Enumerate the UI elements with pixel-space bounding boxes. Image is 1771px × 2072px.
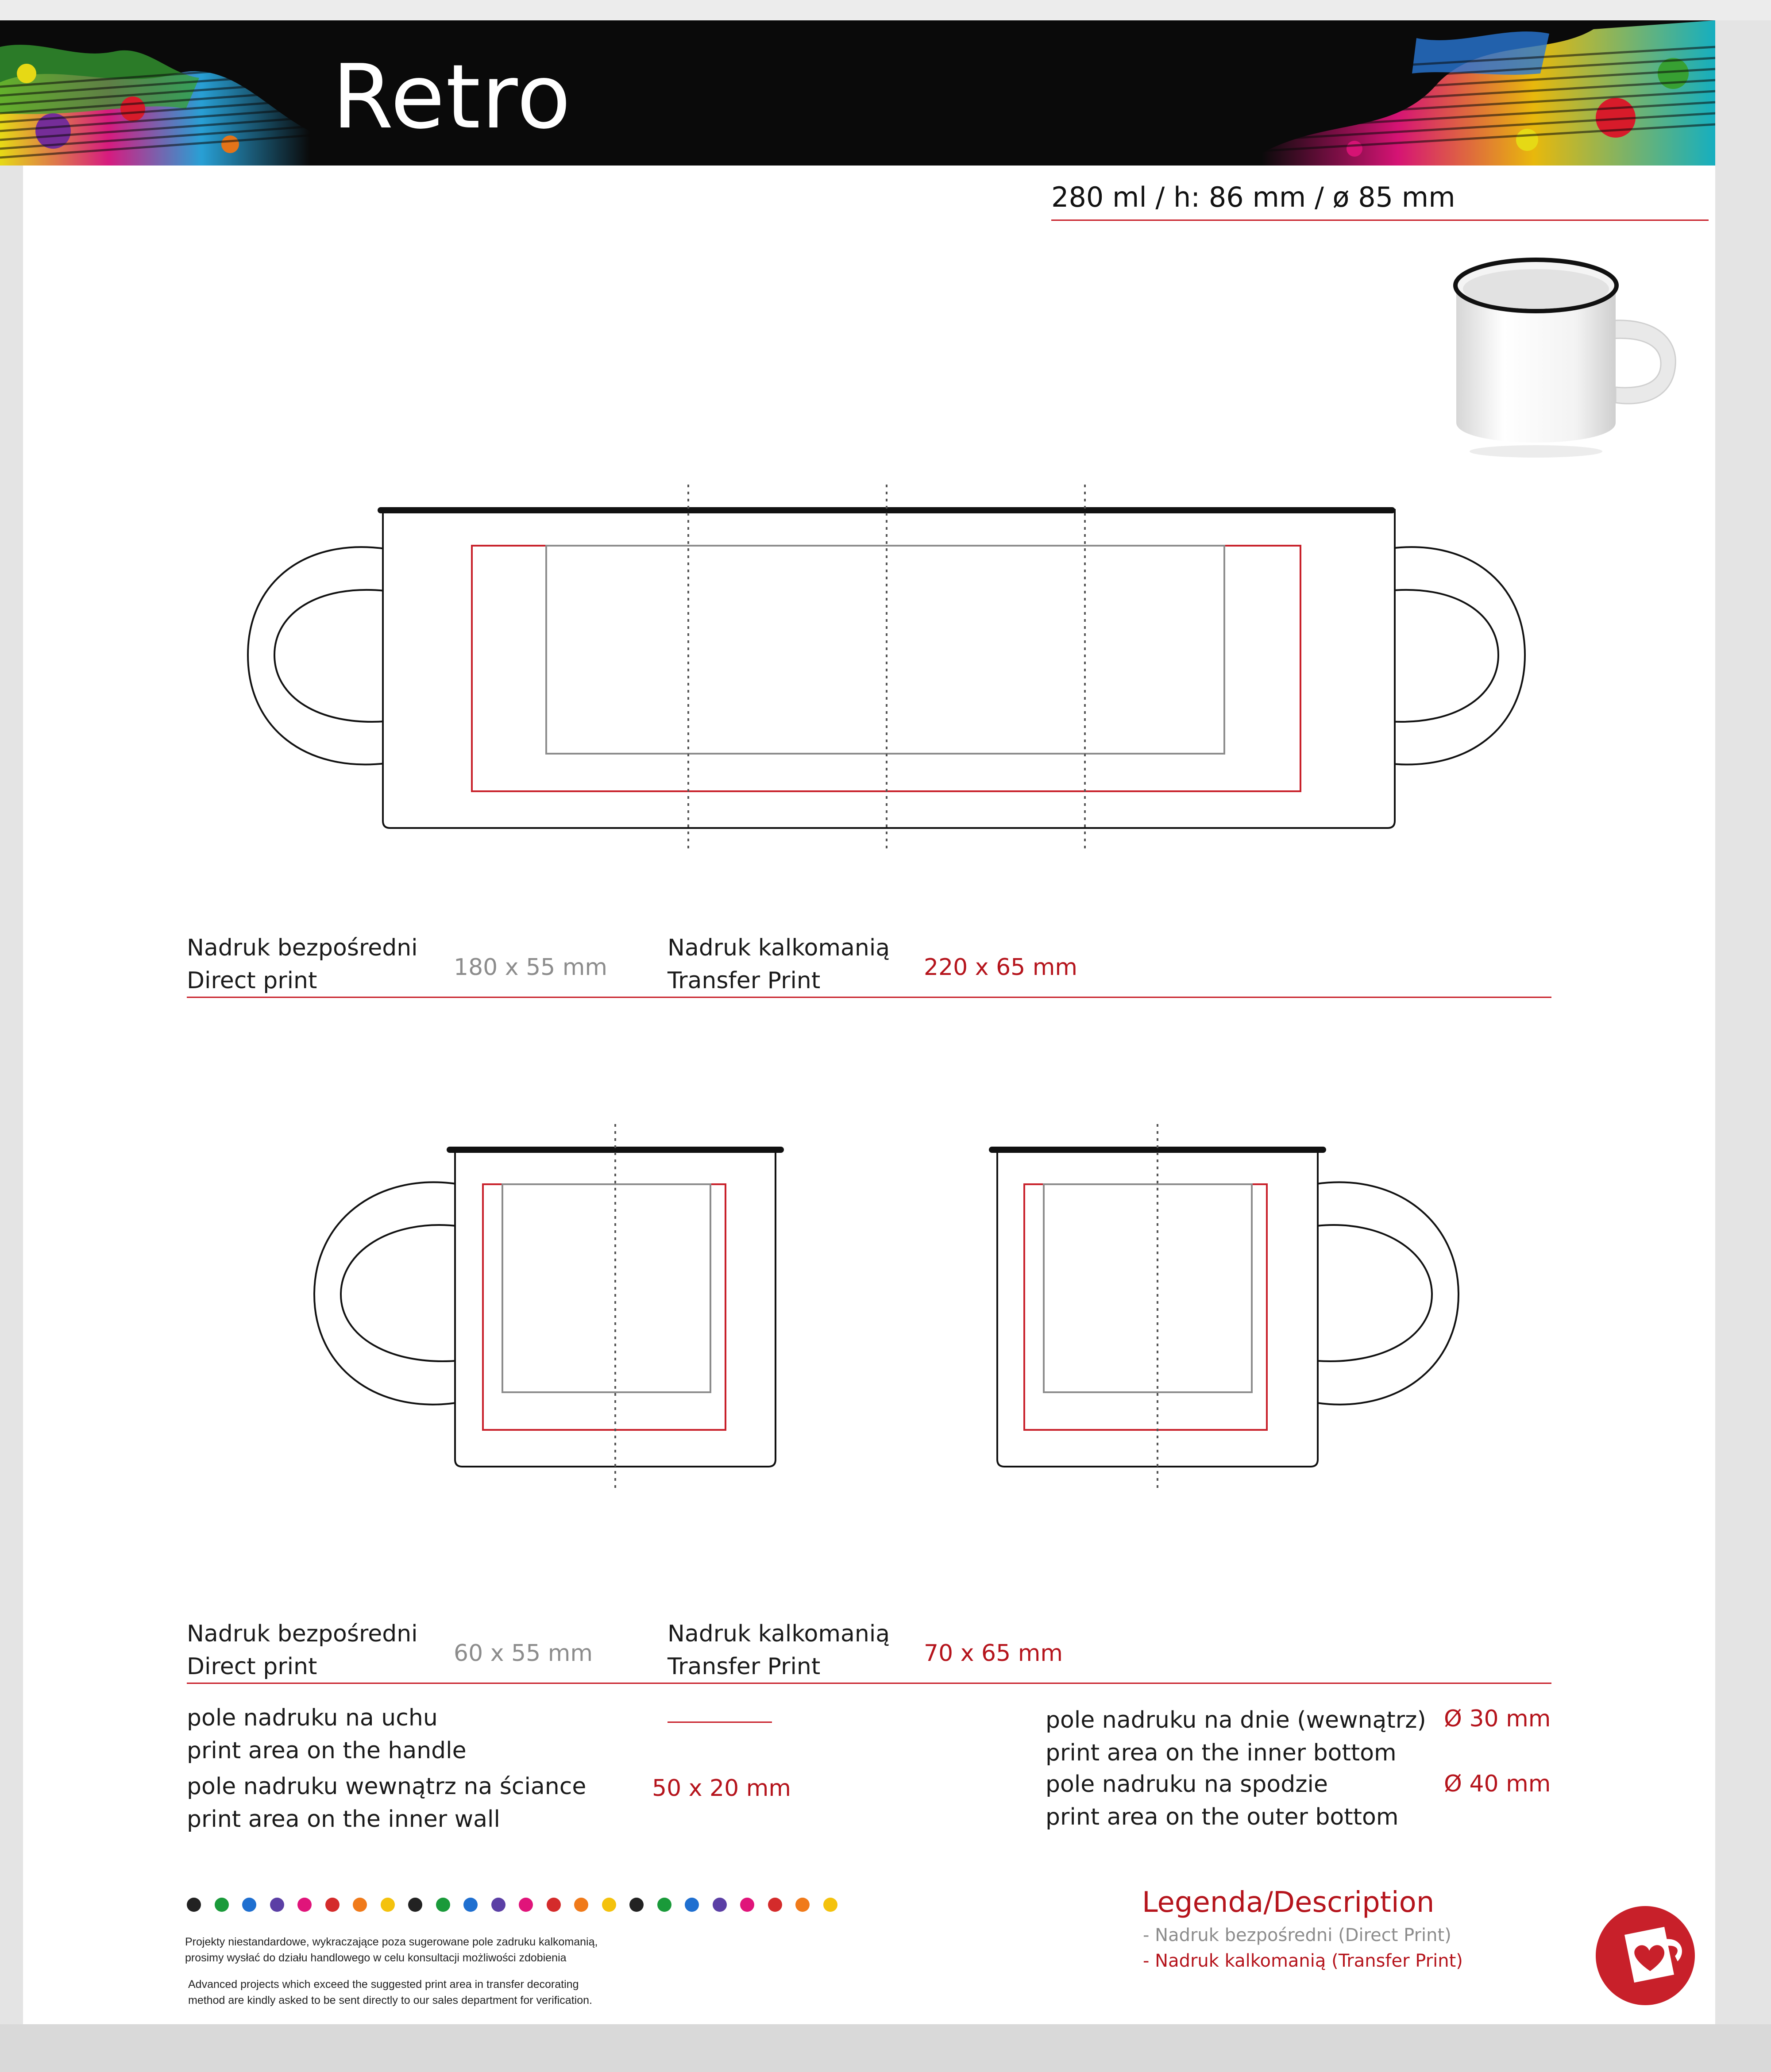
- outer-bottom-area-label: [1046, 1768, 1399, 1833]
- color-dot: [381, 1898, 395, 1912]
- side-direct-value: 60 x 55 mm: [454, 1640, 593, 1667]
- header-banner: [0, 20, 1715, 166]
- paint-splash-decoration: [0, 20, 1715, 166]
- color-dot: [574, 1898, 588, 1912]
- color-dot: [823, 1898, 837, 1912]
- note-english-line1: Advanced projects which exceed the suggested print area in transfer decorating: [188, 1978, 579, 1991]
- handle-area-pl: pole nadruku na uchu: [187, 1705, 438, 1731]
- wide-section-rule: [187, 997, 1551, 998]
- color-dot: [353, 1898, 367, 1912]
- side-transfer-value: 70 x 65 mm: [924, 1640, 1063, 1667]
- outer-bottom-area-en: print area on the outer bottom: [1046, 1804, 1399, 1830]
- wide-transfer-label-pl: Nadruk kalkomanią: [668, 935, 890, 961]
- note-english: [188, 1976, 592, 2008]
- inner-wall-value: 50 x 20 mm: [652, 1775, 791, 1802]
- color-dot: [602, 1898, 616, 1912]
- color-dot: [685, 1898, 699, 1912]
- color-dot: [187, 1898, 201, 1912]
- wide-direct-label: [187, 932, 418, 997]
- inner-bottom-area-pl: pole nadruku na dnie (wewnątrz): [1046, 1707, 1426, 1733]
- color-dot: [270, 1898, 284, 1912]
- color-dot: [768, 1898, 782, 1912]
- color-dot: [463, 1898, 478, 1912]
- mug-left-side-drawing: [310, 1120, 788, 1496]
- wide-transfer-label: [668, 932, 890, 997]
- handle-area-en: print area on the handle: [187, 1737, 467, 1764]
- wide-transfer-label-en: Transfer Print: [668, 967, 821, 994]
- color-dot: [215, 1898, 229, 1912]
- color-dot: [629, 1898, 644, 1912]
- wide-direct-label-en: Direct print: [187, 967, 317, 994]
- wide-direct-value: 180 x 55 mm: [454, 954, 608, 981]
- mug-photo: [1447, 254, 1686, 462]
- note-polish-line2: prosimy wysłać do działu handlowego w celu konsultacji możliwości zdobienia: [185, 1952, 567, 1964]
- color-palette: [187, 1898, 851, 1912]
- color-dot: [242, 1898, 256, 1912]
- inner-bottom-area-label: [1046, 1704, 1426, 1769]
- capacity-spec: 280 ml / h: 86 mm / ø 85 mm: [1051, 181, 1455, 213]
- wide-direct-label-pl: Nadruk bezpośredni: [187, 935, 418, 961]
- side-transfer-label-pl: Nadruk kalkomanią: [668, 1621, 890, 1647]
- wide-transfer-value: 220 x 65 mm: [924, 954, 1078, 981]
- side-direct-label-en: Direct print: [187, 1653, 317, 1680]
- legend-title: Legenda/Description: [1142, 1886, 1435, 1919]
- note-polish-line1: Projekty niestandardowe, wykraczające poza sugerowane pole zadruku kalkomanią,: [185, 1936, 598, 1948]
- color-dot: [297, 1898, 312, 1912]
- bottom-margin: [0, 2024, 1771, 2072]
- mug-wrap-drawing: [239, 480, 1536, 856]
- color-dot: [657, 1898, 671, 1912]
- spec-underline: [1051, 220, 1709, 221]
- page-title: Retro: [332, 46, 572, 149]
- brand-logo: [1594, 1904, 1698, 2008]
- side-direct-label-pl: Nadruk bezpośredni: [187, 1621, 418, 1647]
- handle-area-label: [187, 1702, 467, 1767]
- inner-wall-area-en: print area on the inner wall: [187, 1806, 500, 1833]
- color-dot: [408, 1898, 422, 1912]
- inner-wall-area-label: [187, 1770, 586, 1836]
- side-transfer-label: [668, 1618, 890, 1683]
- color-dot: [795, 1898, 810, 1912]
- legend-transfer: - Nadruk kalkomanią (Transfer Print): [1143, 1951, 1463, 1971]
- color-dot: [740, 1898, 754, 1912]
- color-dot: [436, 1898, 450, 1912]
- side-direct-label: [187, 1618, 418, 1683]
- legend-direct: - Nadruk bezpośredni (Direct Print): [1143, 1925, 1451, 1945]
- color-dot: [491, 1898, 505, 1912]
- outer-bottom-value: Ø 40 mm: [1444, 1771, 1551, 1797]
- color-dot: [713, 1898, 727, 1912]
- color-dot: [547, 1898, 561, 1912]
- note-polish: [185, 1934, 598, 1966]
- top-margin: [0, 0, 1771, 20]
- color-dot: [325, 1898, 340, 1912]
- side-transfer-label-en: Transfer Print: [668, 1653, 821, 1680]
- inner-wall-area-pl: pole nadruku wewnątrz na ściance: [187, 1773, 586, 1800]
- handle-area-not-available: [668, 1722, 772, 1723]
- inner-bottom-value: Ø 30 mm: [1444, 1706, 1551, 1732]
- color-dot: [519, 1898, 533, 1912]
- side-section-rule: [187, 1683, 1551, 1684]
- mug-right-side-drawing: [985, 1120, 1463, 1496]
- inner-bottom-area-en: print area on the inner bottom: [1046, 1740, 1397, 1766]
- outer-bottom-area-pl: pole nadruku na spodzie: [1046, 1771, 1328, 1798]
- note-english-line2: method are kindly asked to be sent directly to our sales department for verification.: [188, 1994, 592, 2007]
